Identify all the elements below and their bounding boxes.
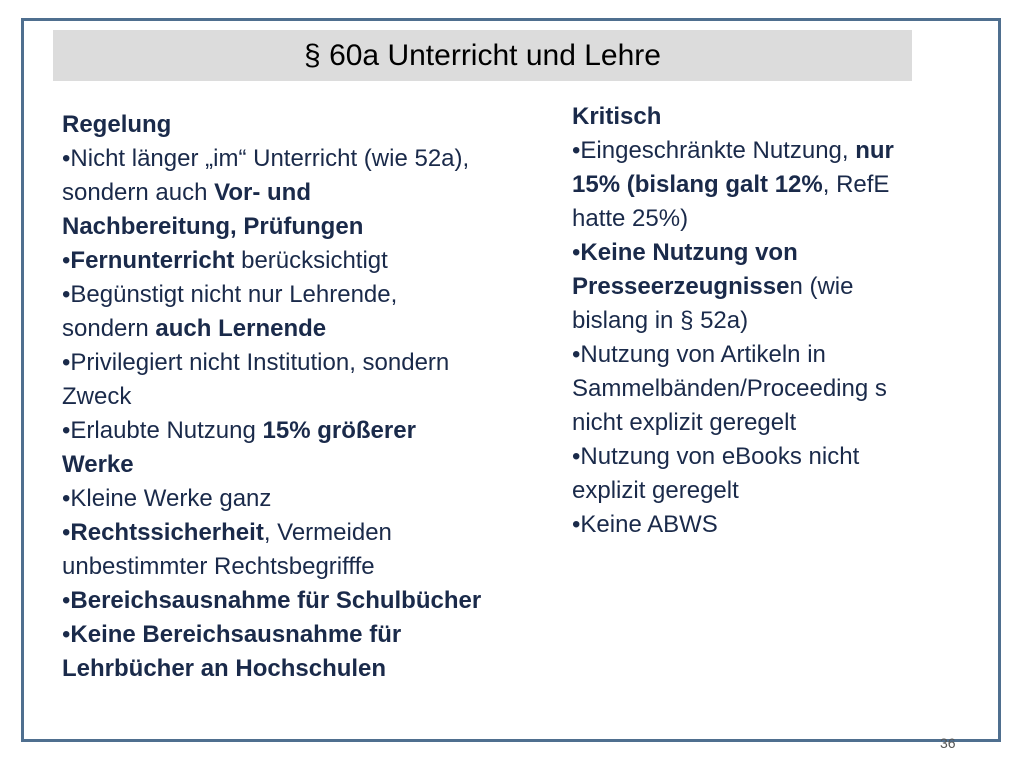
right-bullet-item — [572, 134, 932, 236]
slide-title: § 60a Unterricht und Lehre — [304, 39, 661, 72]
right-bullet-item — [572, 508, 932, 542]
bullet-text: • — [62, 519, 71, 546]
right-bullet-item — [572, 236, 932, 338]
bullet-text: •Nicht länger „im“ Unterricht (wie 52a), sondern auch — [62, 145, 470, 206]
left-bullet-item — [62, 584, 482, 618]
bullet-text: •Kleine Werke ganz — [62, 485, 272, 512]
bullet-text: Keine Bereichsausnahme für Lehrbücher an Hochschulen — [62, 621, 402, 682]
bullet-text: •Nutzung von Artikeln in Sammelbänden/Proceeding s nicht explizit geregelt — [572, 341, 887, 436]
bullet-text: Bereichsausnahme für Schulbücher — [70, 587, 482, 614]
left-bullet-item — [62, 244, 482, 278]
bullet-text: berücksichtigt — [234, 247, 388, 274]
bullet-text: n (wie bislang in § 52a) — [572, 273, 854, 334]
bullet-text: auch Lernende — [155, 315, 327, 342]
bullet-text: Vor- und Nachbereitung, Prüfungen — [62, 179, 364, 240]
left-bullet-item — [62, 482, 482, 516]
bullet-text: Rechtssicherheit — [70, 519, 264, 546]
left-bullet-list — [62, 142, 482, 686]
bullet-text: nur 15% (bislang galt 12% — [572, 137, 894, 198]
bullet-text: • — [62, 621, 71, 648]
right-bullet-item — [572, 440, 932, 508]
left-heading: Regelung — [62, 111, 172, 138]
bullet-text: , RefE hatte 25%) — [572, 171, 890, 232]
bullet-text: •Eingeschränkte Nutzung, — [572, 137, 856, 164]
left-bullet-item — [62, 516, 482, 584]
bullet-text: •Erlaubte Nutzung — [62, 417, 263, 444]
left-column — [62, 108, 482, 686]
bullet-text: , Vermeiden unbestimmter Rechtsbegrifffe — [62, 519, 392, 580]
left-bullet-item — [62, 346, 482, 414]
right-column — [572, 100, 932, 542]
bullet-text: • — [572, 239, 581, 266]
bullet-text: Fernunterricht — [70, 247, 235, 274]
page-number: 36 — [940, 735, 956, 751]
left-bullet-item — [62, 142, 482, 244]
bullet-text: •Keine ABWS — [572, 511, 718, 538]
bullet-text: • — [62, 587, 71, 614]
right-bullet-list — [572, 134, 932, 542]
bullet-text: •Privilegiert nicht Institution, sondern Zweck — [62, 349, 450, 410]
bullet-text: • — [62, 247, 71, 274]
bullet-text: 15% größerer Werke — [62, 417, 416, 478]
bullet-text: •Begünstigt nicht nur Lehrende, sondern — [62, 281, 398, 342]
bullet-text: Keine Nutzung von Presseerzeugnisse — [572, 239, 798, 300]
right-heading: Kritisch — [572, 103, 662, 130]
right-bullet-item — [572, 338, 932, 440]
bullet-text: •Nutzung von eBooks nicht explizit geregelt — [572, 443, 860, 504]
left-bullet-item — [62, 414, 482, 482]
left-bullet-item — [62, 618, 482, 686]
left-bullet-item — [62, 278, 482, 346]
